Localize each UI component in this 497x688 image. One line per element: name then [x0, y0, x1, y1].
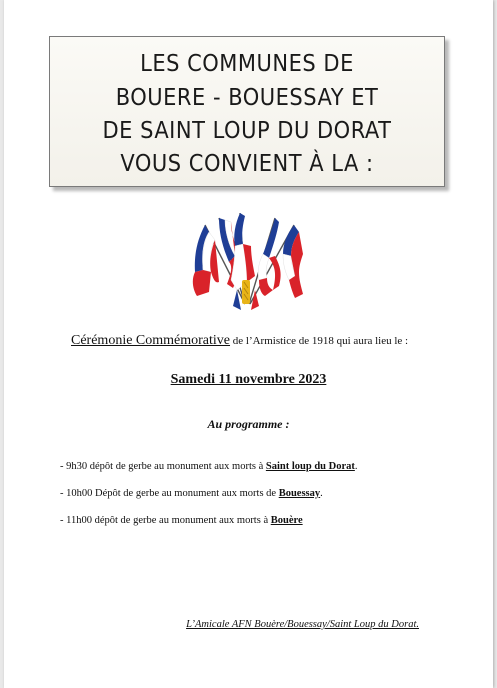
programme-item-text: - 10h00 Dépôt de gerbe au monument aux morts de — [60, 488, 279, 499]
title-line-2: BOUERE - BOUESSAY ET — [115, 83, 379, 111]
programme-item-end: . — [320, 488, 323, 499]
programme-item-text: - 9h30 dépôt de gerbe au monument aux morts à — [60, 461, 266, 472]
intro-line — [71, 333, 408, 349]
title-box — [49, 36, 445, 187]
programme-heading: Au programme : — [207, 417, 290, 431]
programme-item-place: Saint loup du Dorat — [265, 461, 355, 472]
signature: L’Amicale AFN Bouère/Bouessay/Saint Loup du Dorat. — [186, 619, 419, 630]
programme-item — [60, 488, 323, 499]
programme-item-text: - 11h00 dépôt de gerbe au monument aux morts à — [60, 515, 271, 526]
event-date: Samedi 11 novembre 2023 — [170, 372, 327, 387]
french-flags-icon — [189, 210, 305, 318]
programme-item — [60, 515, 303, 526]
programme-item-end: . — [354, 461, 358, 472]
intro-rest: de l’Armistice de 1918 qui aura lieu le : — [230, 335, 409, 347]
programme-item-place: Bouessay — [278, 488, 321, 499]
programme-item — [60, 461, 357, 472]
title-line-1: LES COMMUNES DE — [140, 49, 354, 77]
programme-item-place: Bouère — [270, 515, 303, 526]
title-line-3: DE SAINT LOUP DU DORAT — [102, 116, 392, 144]
intro-emphasis: Cérémonie Commémorative — [71, 333, 231, 348]
title-line-4: VOUS CONVIENT À LA : — [120, 149, 374, 177]
document-page — [4, 0, 493, 688]
